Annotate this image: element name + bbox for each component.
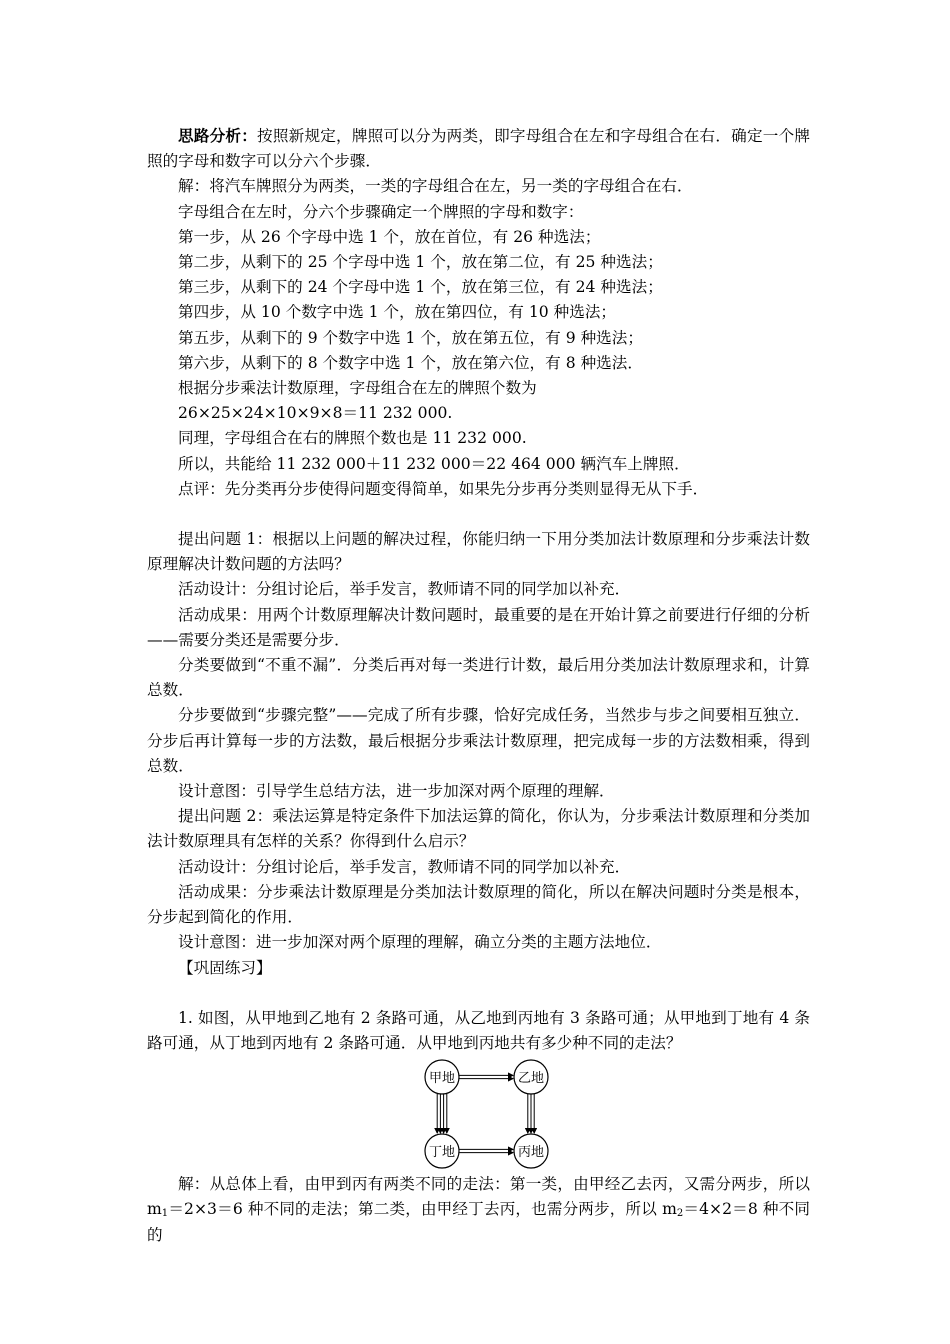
document-page bbox=[147, 123, 810, 1248]
node-jia bbox=[425, 1060, 459, 1094]
exercise-problem: 1. 如图，从甲地到乙地有 2 条路可通，从乙地到丙地有 3 条路可通；从甲地到丁地有 4 条路可通，从丁地到丙地有 2 条路可通．从甲地到丙地共有多少种不同的走法？ bbox=[147, 1008, 810, 1052]
answer-part-3: ＝4×2＝8 种不同的 bbox=[147, 1200, 810, 1244]
solution-line: 第三步，从剩下的 24 个字母中选 1 个，放在第三位，有 24 种选法； bbox=[178, 278, 663, 297]
m2-subscript: 2 bbox=[676, 1208, 684, 1220]
analysis-paragraph bbox=[147, 123, 810, 174]
question-1: 提出问题 1：根据以上问题的解决过程，你能归纳一下用分类加法计数原理和分步乘法计数原理解决计数问题的方法吗？ bbox=[147, 530, 810, 574]
solution-line: 解：将汽车牌照分为两类，一类的字母组合在左，另一类的字母组合在右． bbox=[178, 177, 693, 196]
node-label: 丁地 bbox=[428, 1145, 456, 1161]
solution-line: 第六步，从剩下的 8 个数字中选 1 个，放在第六位，有 8 种选法． bbox=[178, 353, 643, 372]
solution-line: 第四步，从 10 个数字中选 1 个，放在第四位，有 10 种选法； bbox=[178, 303, 617, 322]
analysis-text: 按照新规定，牌照可以分为两类，即字母组合在左和字母组合在右．确定一个牌照的字母和数字可以分六个步骤． bbox=[147, 127, 810, 171]
step-note: 分步要做到“步骤完整”——完成了所有步骤，恰好完成任务，当然步与步之间要相互独立．分步后再计算每一步的方法数，最后根据分步乘法计数原理，把完成每一步的方法数相乘，得到总数． bbox=[147, 706, 810, 775]
route-diagram bbox=[423, 1058, 553, 1170]
node-bing bbox=[514, 1134, 548, 1168]
answer-part-1: 解：从总体上看，由甲到丙有两类不同的走法：第一类，由甲经乙去丙，又需分两步，所以 m bbox=[147, 1175, 810, 1219]
exercise-answer bbox=[147, 1172, 810, 1248]
paragraph-gap bbox=[147, 981, 810, 1006]
section-heading: 【巩固练习】 bbox=[178, 958, 272, 977]
activity-result: 活动成果：用两个计数原理解决计数问题时，最重要的是在开始计算之前要进行仔细的分析——需要分类还是需要分步． bbox=[147, 605, 810, 649]
paragraph-gap bbox=[147, 502, 810, 527]
design-intent: 设计意图：引导学生总结方法，进一步加深对两个原理的理解． bbox=[178, 782, 615, 801]
node-yi bbox=[514, 1060, 548, 1094]
analysis-label: 思路分析： bbox=[178, 126, 258, 145]
node-label: 乙地 bbox=[517, 1071, 545, 1087]
node-ding bbox=[425, 1134, 459, 1168]
activity-design: 活动设计：分组讨论后，举手发言，教师请不同的同学加以补充． bbox=[178, 580, 631, 599]
question-2: 提出问题 2：乘法运算是特定条件下加法运算的简化，你认为，分步乘法计数原理和分类加法计数原理具有怎样的关系？你得到什么启示？ bbox=[147, 807, 810, 851]
activity-result: 活动成果：分步乘法计数原理是分类加法计数原理的简化，所以在解决问题时分类是根本，分步起到简化的作用． bbox=[147, 882, 810, 927]
activity-design: 活动设计：分组讨论后，举手发言，教师请不同的同学加以补充． bbox=[178, 857, 631, 876]
m1-subscript: 1 bbox=[161, 1208, 169, 1220]
solution-line: 第一步，从 26 个字母中选 1 个，放在首位，有 26 种选法； bbox=[178, 227, 601, 246]
comment-line: 点评：先分类再分步使得问题变得简单，如果先分步再分类则显得无从下手． bbox=[178, 479, 709, 498]
solution-line: 字母组合在左时，分六个步骤确定一个牌照的字母和数字： bbox=[178, 202, 584, 221]
solution-line: 所以，共能给 11 232 000＋11 232 000＝22 464 000 辆汽车上牌照． bbox=[178, 454, 690, 473]
solution-line: 同理，字母组合在右的牌照个数也是 11 232 000. bbox=[178, 429, 527, 448]
formula-line: 26×25×24×10×9×8＝11 232 000. bbox=[178, 404, 453, 423]
node-label: 丙地 bbox=[517, 1145, 545, 1161]
solution-line: 根据分步乘法计数原理，字母组合在左的牌照个数为 bbox=[178, 379, 537, 398]
node-label: 甲地 bbox=[428, 1071, 456, 1087]
solution-line: 第二步，从剩下的 25 个字母中选 1 个，放在第二位，有 25 种选法； bbox=[178, 253, 663, 272]
solution-line: 第五步，从剩下的 9 个数字中选 1 个，放在第五位，有 9 种选法； bbox=[178, 328, 643, 347]
design-intent: 设计意图：进一步加深对两个原理的理解，确立分类的主题方法地位． bbox=[178, 933, 662, 952]
answer-part-2: ＝2×3＝6 种不同的走法；第二类，由甲经丁去丙，也需分两步，所以 m bbox=[168, 1200, 677, 1219]
classification-note: 分类要做到“不重不漏”．分类后再对每一类进行计数，最后用分类加法计数原理求和，计算总数． bbox=[147, 656, 810, 700]
